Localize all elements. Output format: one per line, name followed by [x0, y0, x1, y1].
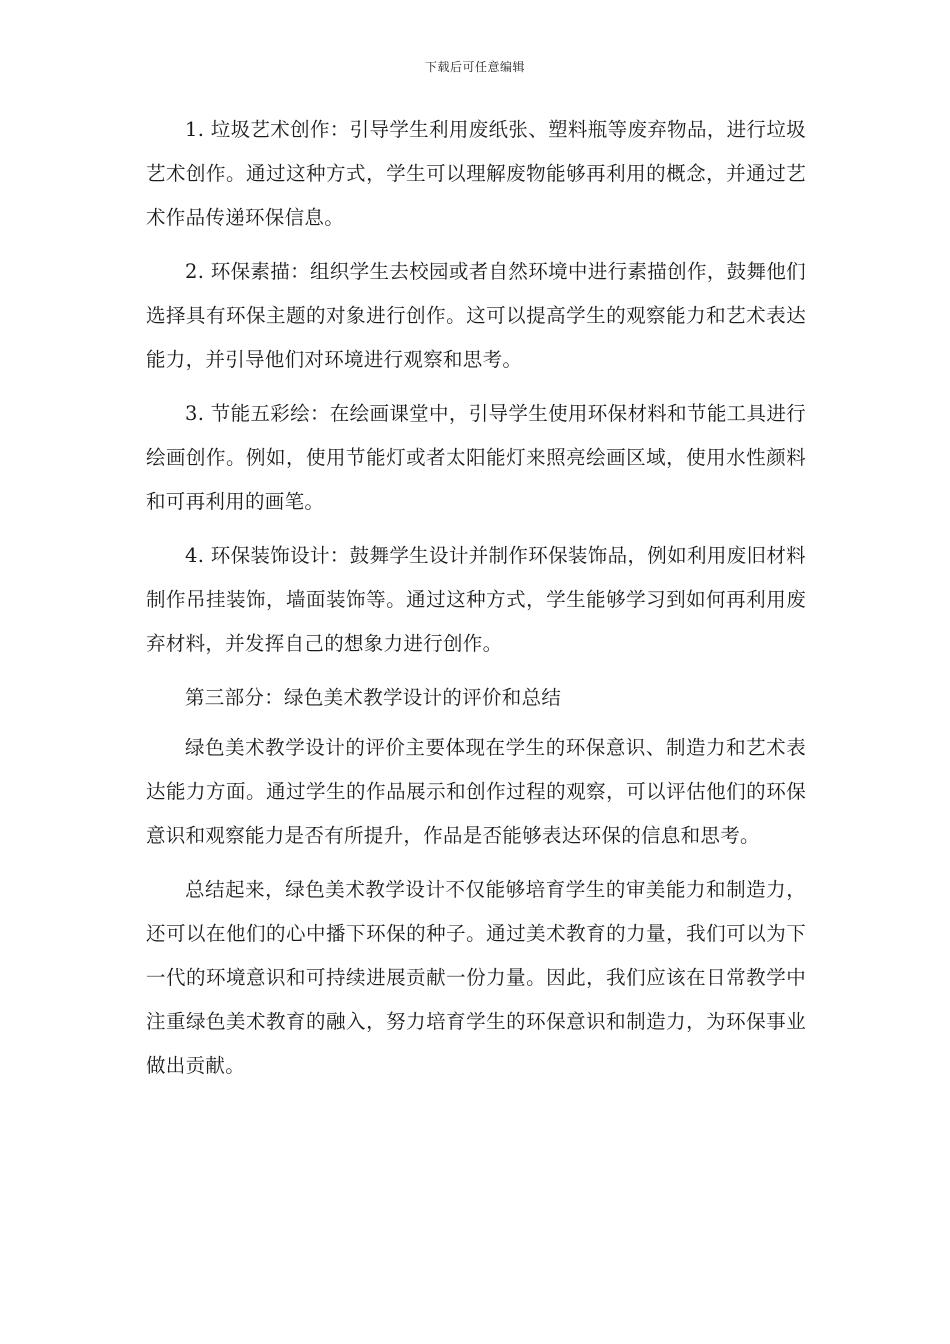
page-header: 下载后可任意编辑 — [424, 60, 525, 74]
paragraph-eco-sketch: 2. 环保素描：组织学生去校园或者自然环境中进行素描创作，鼓舞他们选择具有环保主题的对象进行创作。这可以提高学生的观察能力和艺术表达能力，并引导他们对环境进行观察和思考。 — [146, 260, 806, 371]
paragraph-garbage-art: 1. 垃圾艺术创作：引导学生利用废纸张、塑料瓶等废弃物品，进行垃圾艺术创作。通过这种方式，学生可以理解废物能够再利用的概念，并通过艺术作品传递环保信息。 — [146, 118, 806, 229]
paragraph-energy-painting: 3. 节能五彩绘：在绘画课堂中，引导学生使用环保材料和节能工具进行绘画创作。例如，使用节能灯或者太阳能灯来照亮绘画区域，使用水性颜料和可再利用的画笔。 — [146, 402, 806, 513]
section-heading-part-three: 第三部分：绿色美术教学设计的评价和总结 — [185, 686, 562, 709]
paragraph-summary: 总结起来，绿色美术教学设计不仅能够培育学生的审美能力和制造力，还可以在他们的心中播下环保的种子。通过美术教育的力量，我们可以为下一代的环境意识和可持续进展贡献一份力量。因此，我们应该在日常教学中注重绿色美术教育的融入，努力培育学生的环保意识和制造力，为环保事业做出贡献。 — [146, 878, 806, 1077]
paragraph-eco-decoration: 4. 环保装饰设计：鼓舞学生设计并制作环保装饰品，例如利用废旧材料制作吊挂装饰，墙面装饰等。通过这种方式，学生能够学习到如何再利用废弃材料，并发挥自己的想象力进行创作。 — [146, 544, 806, 655]
paragraph-evaluation: 绿色美术教学设计的评价主要体现在学生的环保意识、制造力和艺术表达能力方面。通过学生的作品展示和创作过程的观察，可以评估他们的环保意识和观察能力是否有所提升，作品是否能够表达环保的信息和思考。 — [146, 736, 806, 847]
document-body — [146, 108, 806, 1098]
